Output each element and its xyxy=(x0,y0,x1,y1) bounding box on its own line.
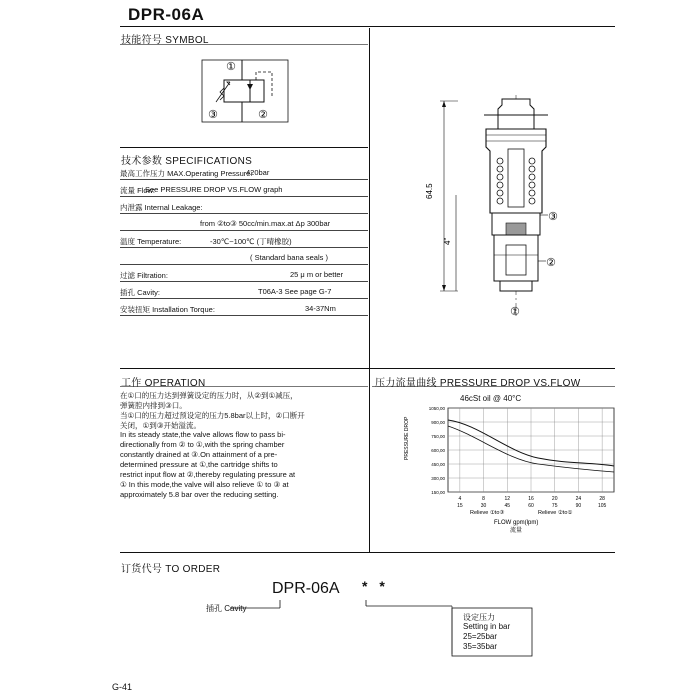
operation-line: constantly drained at ③.On attainment of a pre- xyxy=(120,450,278,459)
spec-value: -30℃~100℃ (丁晴橡胶) xyxy=(210,237,292,246)
x-tick-label-gpm: 20 xyxy=(551,496,558,502)
title-bar xyxy=(120,26,615,27)
spec-row xyxy=(120,249,368,265)
symbol-port-3: ③ xyxy=(208,109,218,121)
graph-ylabel: PRESSURE DROP xyxy=(404,416,410,460)
dim-thread: 4" xyxy=(443,237,452,245)
spec-value: ( Standard bana seals ) xyxy=(250,253,328,262)
page-number: G-41 xyxy=(112,682,133,692)
spec-value: 34-37Nm xyxy=(305,304,336,313)
y-tick-label: 1050,00 xyxy=(428,406,445,411)
x-tick-label-gpm: 12 xyxy=(504,496,511,502)
spec-row xyxy=(120,164,368,180)
order-heading: 订货代号 TO ORDER xyxy=(121,564,221,575)
specs-top-rule xyxy=(120,147,368,148)
spec-row xyxy=(120,198,368,214)
x-tick-label-gpm: 28 xyxy=(599,496,605,502)
spec-row xyxy=(120,300,368,316)
operation-line: determined pressure at ①,the cartridge shifts to xyxy=(120,460,278,469)
y-tick-label: 450,00 xyxy=(431,462,445,467)
y-tick-label: 600,00 xyxy=(431,448,445,453)
x-tick-label-lpm: 105 xyxy=(597,503,607,509)
spec-row xyxy=(120,266,368,282)
operation-line: 当①口的压力超过预设定的压力5.8bar以上时，②口断开 xyxy=(120,411,305,420)
x-tick-label-lpm: 15 xyxy=(457,503,463,509)
spec-label: 过滤 Filtration: xyxy=(120,271,168,280)
spec-row xyxy=(120,232,368,248)
mid-rule xyxy=(120,368,615,369)
order-model: DPR-06A xyxy=(272,580,340,597)
x-tick-label-lpm: 90 xyxy=(575,503,582,509)
spec-label: 安装扭矩 Installation Torque: xyxy=(120,305,215,314)
x-tick-label-lpm: 30 xyxy=(480,503,487,509)
spec-row xyxy=(120,215,368,231)
legend-relieve-1-3: Relieve ①to③ xyxy=(470,510,505,516)
pressure-drop-chart xyxy=(398,402,620,548)
y-tick-label: 300,00 xyxy=(431,476,445,481)
operation-line: directionally from ② to ①,with the spring chamber xyxy=(120,440,285,449)
legend-relieve-2-1: Relieve ②to① xyxy=(538,510,573,516)
x-tick-label-gpm: 4 xyxy=(458,496,462,502)
order-setting-line: 35=35bar xyxy=(463,642,498,651)
spec-row-rule xyxy=(120,281,368,282)
spec-value: See PRESSURE DROP VS.FLOW graph xyxy=(145,185,283,194)
spec-value: 420bar xyxy=(246,168,270,177)
y-tick-label: 150,00 xyxy=(431,490,445,495)
order-cavity-label: 插孔 Cavity xyxy=(206,604,247,613)
operation-line: restrict input flow at ②,thereby regulating pressure at xyxy=(120,470,296,479)
x-tick-label-lpm: 75 xyxy=(551,503,558,509)
bottom-rule xyxy=(120,552,615,553)
spec-label: 插孔 Cavity: xyxy=(120,288,161,297)
spec-row xyxy=(120,181,368,197)
spec-label: 温度 Temperature: xyxy=(120,237,182,246)
drawing-port-2: ② xyxy=(546,257,556,269)
x-tick-label-gpm: 8 xyxy=(482,496,485,502)
operation-line: 关闭，①到③开始溢流。 xyxy=(120,421,201,430)
page-title: DPR-06A xyxy=(128,5,205,24)
graph-xlabel: FLOW gpm(lpm) xyxy=(494,520,539,526)
spec-row-rule xyxy=(120,213,368,214)
symbol-heading: 技能符号 SYMBOL xyxy=(121,35,209,46)
spec-value: from ②to③ 50cc/min.max.at Δp 300bar xyxy=(200,219,331,228)
x-tick-label-gpm: 24 xyxy=(575,496,582,502)
symbol-port-2: ② xyxy=(258,109,268,121)
order-setting-line: Setting in bar xyxy=(463,622,511,631)
order-setting-line: 设定压力 xyxy=(463,613,495,622)
operation-line: ① In this mode,the valve will also relieve ① to ③ at xyxy=(120,480,289,489)
spec-row xyxy=(120,283,368,299)
cartridge-drawing xyxy=(420,95,570,320)
drawing-port-3: ③ xyxy=(548,211,558,223)
spec-row-rule xyxy=(120,264,368,265)
spec-row-rule xyxy=(120,298,368,299)
spec-row-rule xyxy=(120,230,368,231)
operation-line: approximately 5.8 bar over the reducing setting. xyxy=(120,490,279,499)
y-tick-label: 750,00 xyxy=(431,434,445,439)
hydraulic-symbol xyxy=(196,52,296,130)
x-tick-label-gpm: 16 xyxy=(528,496,534,502)
spec-row-rule xyxy=(120,196,368,197)
operation-line: 弹簧腔内排到③口。 xyxy=(120,401,187,410)
graph-xlabel-cn: 流量 xyxy=(510,528,523,534)
symbol-port-1: ① xyxy=(226,61,236,73)
spec-value: 25 μ m or better xyxy=(290,270,344,279)
spec-label: 最高工作压力 MAX.Operating Pressure: xyxy=(120,169,253,178)
x-tick-label-lpm: 45 xyxy=(504,503,511,509)
drawing-port-1: ① xyxy=(510,306,520,318)
spec-row-rule xyxy=(120,179,368,180)
x-tick-label-lpm: 60 xyxy=(528,503,534,509)
spec-label: 流量 Flow: xyxy=(120,186,156,195)
operation-line: 在①口的压力达到弹簧设定的压力时，从②到①减压， xyxy=(120,391,298,400)
frame-divider xyxy=(369,28,370,552)
spec-row-rule xyxy=(120,315,368,316)
order-stars: * * xyxy=(362,578,389,594)
spec-label: 内泄露 Internal Leakage: xyxy=(120,203,203,212)
order-setting-line: 25=25bar xyxy=(463,632,498,641)
y-tick-label: 900,00 xyxy=(431,420,445,425)
specs-heading: 技术参数 SPECIFICATIONS xyxy=(121,156,253,167)
spec-row-rule xyxy=(120,247,368,248)
operation-heading: 工作 OPERATION xyxy=(121,378,206,389)
operation-line: In its steady state,the valve allows flow to pass bi- xyxy=(120,430,286,439)
graph-heading: 压力流量曲线 PRESSURE DROP VS.FLOW xyxy=(375,378,581,389)
spec-value: T06A-3 See page G-7 xyxy=(258,287,332,296)
graph-caption: 46cSt oil @ 40°C xyxy=(460,394,522,403)
dim-total: 64.5 xyxy=(425,183,434,199)
